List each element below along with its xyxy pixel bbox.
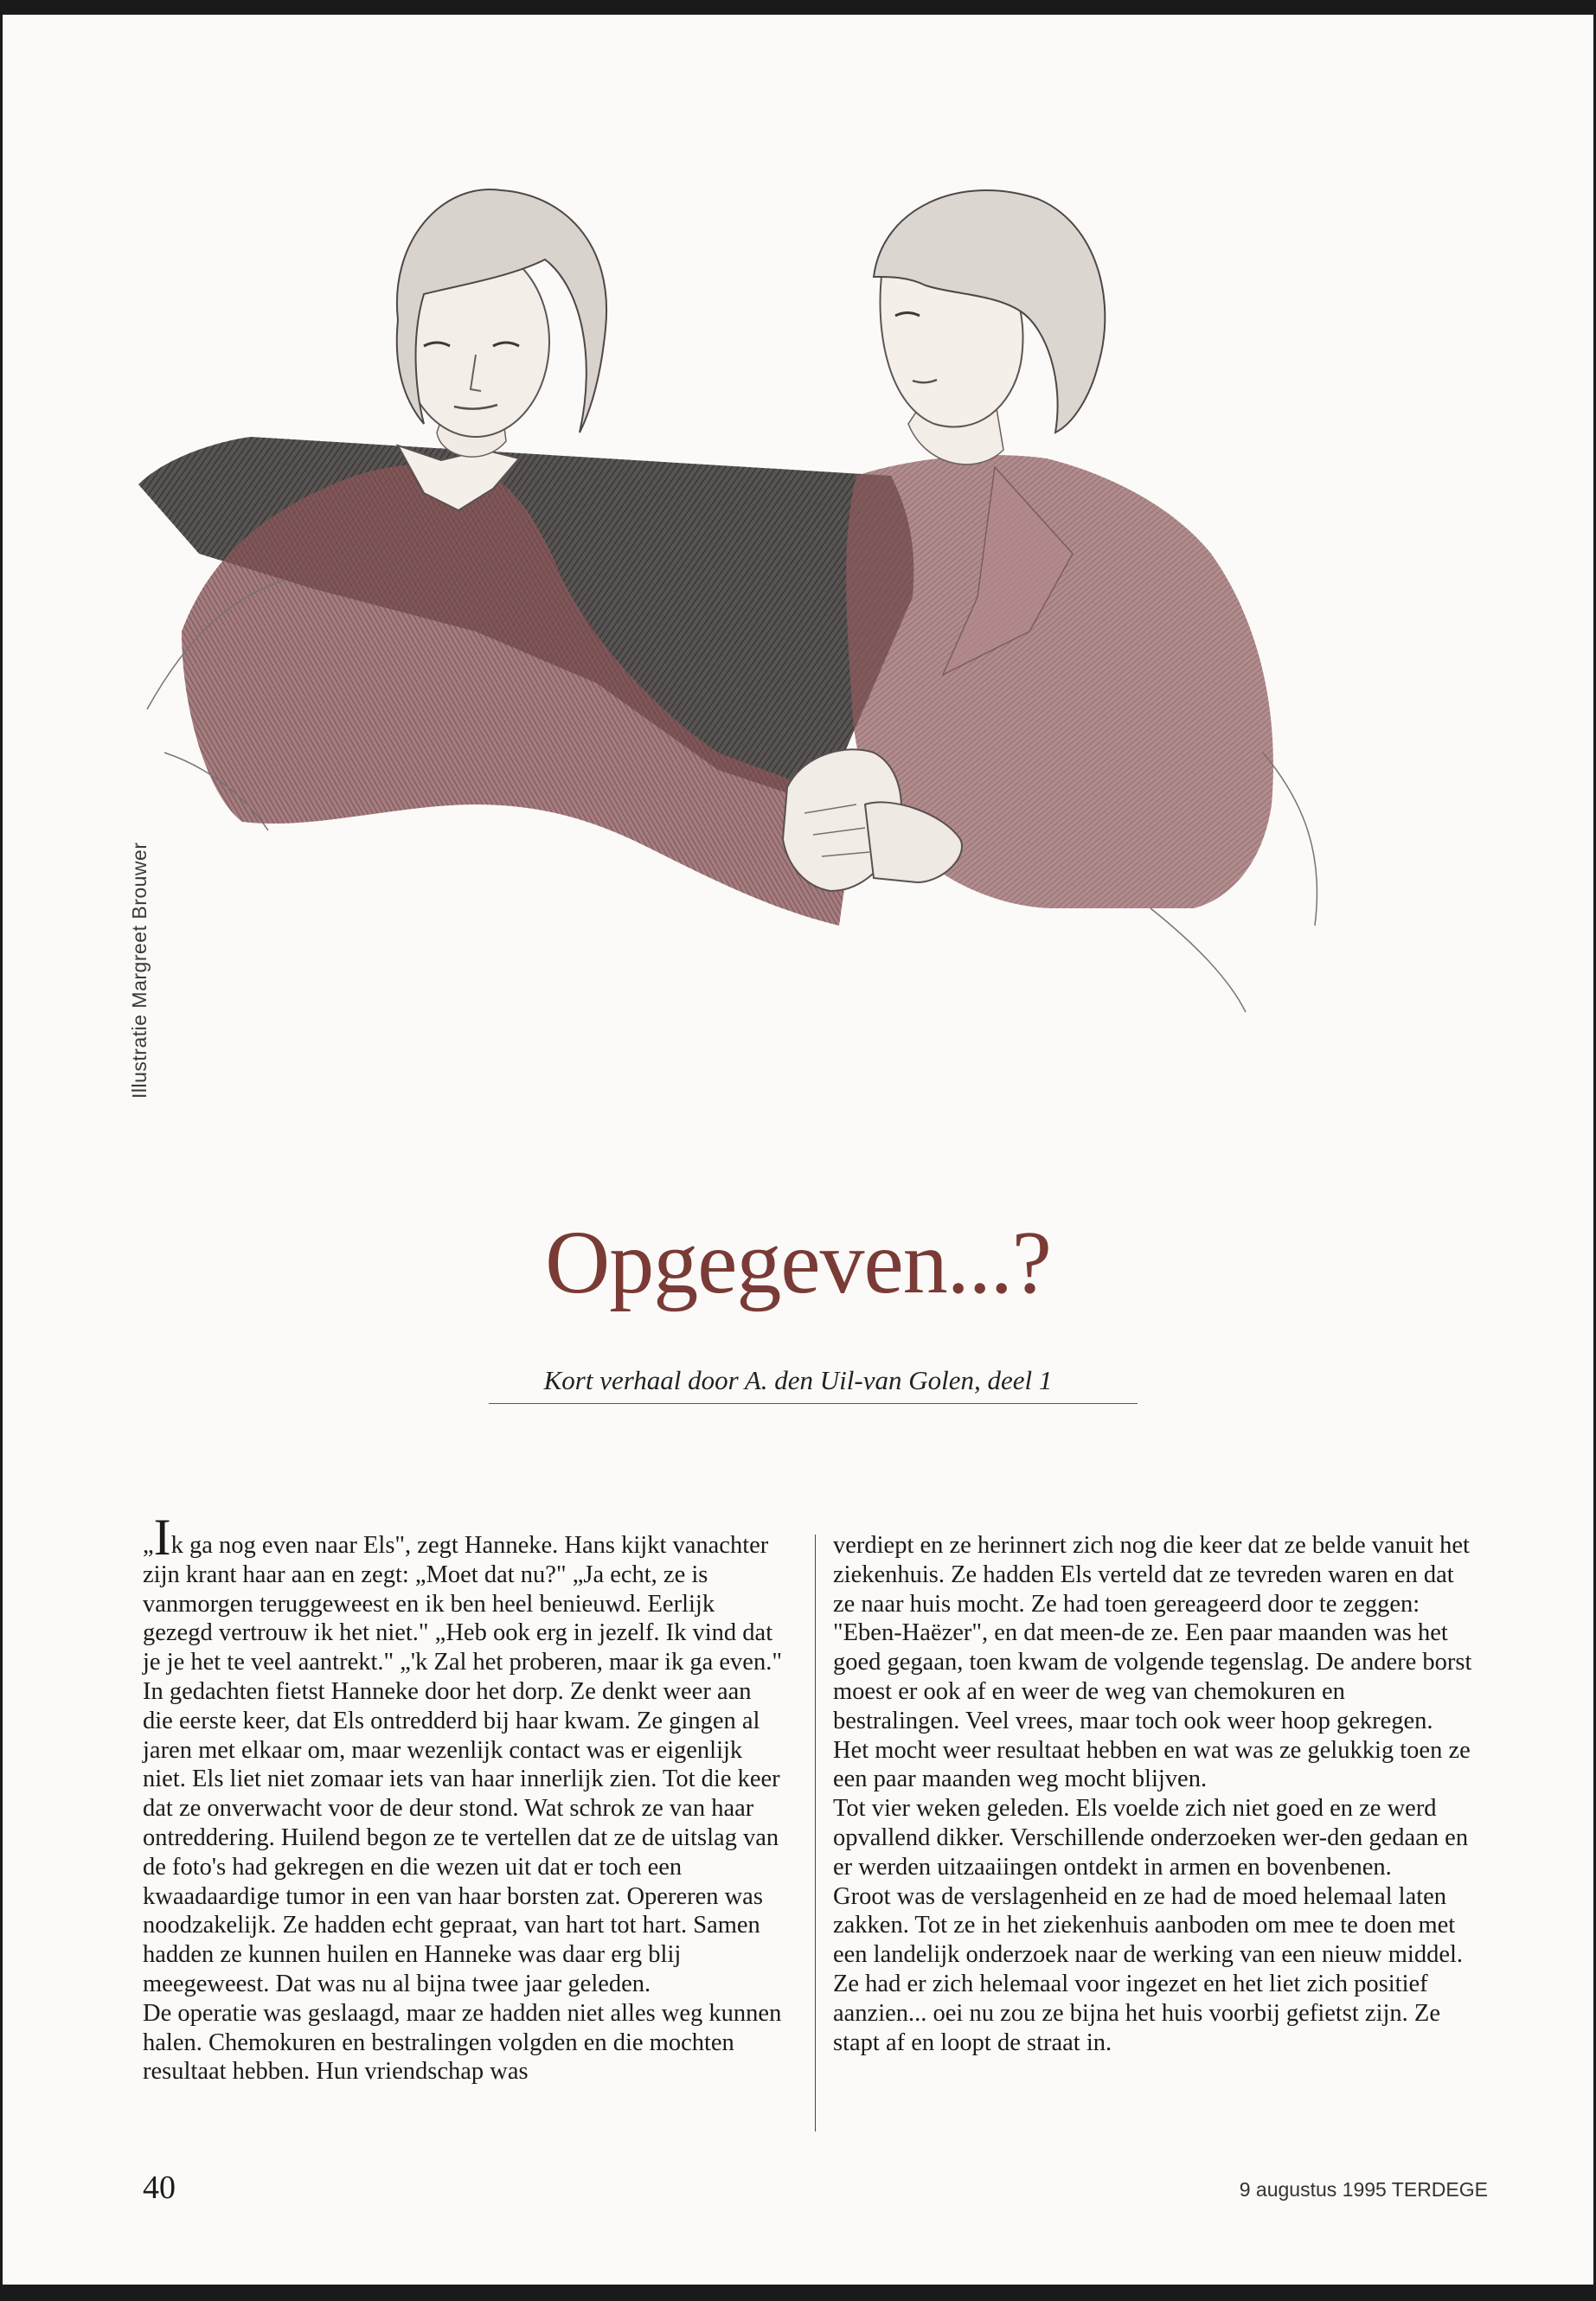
footer-publication-date: 9 augustus 1995 TERDEGE [1239,2178,1488,2201]
illustration-credit: Illustratie Margreet Brouwer [128,842,151,1099]
article-column-right [833,1531,1473,2057]
opening-quote: „ [143,1532,154,1559]
pencil-illustration-two-women [112,147,1497,1073]
column-divider [815,1535,816,2131]
article-column-left [143,1509,783,2086]
paragraph: Tot vier weken geleden. Els voelde zich niet goed en ze werd opvallend dikker. Verschillende onderzoeken wer-den gedaan en er werden uitzaaiingen ontdekt in armen en bovenbenen. [833,1795,1469,1881]
drop-cap: I [153,1509,171,1566]
paragraph [143,1509,783,1999]
right-woman-figure [846,190,1273,908]
article-subtitle: Kort verhaal door A. den Uil-van Golen, deel 1 [543,1365,1053,1395]
paragraph: De operatie was geslaagd, maar ze hadden niet alles weg kunnen halen. Chemokuren en bestralingen volgden en die mochten resultaat hebben. Hun vriendschap was [143,1999,782,2086]
paragraph: Ze had er zich helemaal voor ingezet en het liet zich positief aanzien... oei nu zou ze bijna het huis voorbij gefietst zijn. Ze stapt af en loopt de straat in. [833,1970,1440,2056]
page-number: 40 [143,2170,176,2206]
paragraph-text: k ga nog even naar Els", zegt Hanneke. Hans kijkt vanachter zijn krant haar aan en zegt: „Moet dat nu?" „Ja echt, ze is vanmorgen teruggeweest en ik ben heel benieuwd. Eerlijk gezegd vertrouw ik het niet." „Heb ook erg in jezelf. Ik vind dat je je het te veel aantrekt." „'k Zal het proberen, maar ik ga even." In gedachten fietst Hanneke door het dorp. Ze denkt weer aan die eerste keer, dat Els ontredderd bij haar kwam. Ze gingen al jaren met elkaar om, maar wezenlijk contact was er eigenlijk niet. Els liet niet zomaar iets van haar innerlijk zien. Tot die keer dat ze onverwacht voor de deur stond. Wat schrok ze van haar ontreddering. Huilend begon ze te vertellen dat ze de uitslag van de foto's had gekregen en die wezen uit dat er toch een kwaadaardige tumor in een van haar borsten zat. Opereren was noodzakelijk. Ze hadden echt gepraat, van hart tot hart. Samen hadden ze kunnen huilen en Hanneke was daar erg blij meegeweest. Dat was nu al bijna twee jaar geleden. [143,1532,782,1997]
title-divider [489,1403,1138,1404]
paragraph: Groot was de verslagenheid en ze had de moed helemaal laten zakken. Tot ze in het ziekenhuis aanboden om mee te doen met een landelijk onderzoek naar de werking van een nieuw middel. [833,1882,1464,1969]
scan-top-border [0,0,1596,12]
article-title: Opgegeven...? [545,1213,1051,1312]
paragraph: verdiept en ze herinnert zich nog die keer dat ze belde vanuit het ziekenhuis. Ze hadden Els verteld dat ze tevreden waren en dat ze naar huis mocht. Ze had toen gereageerd door te zeggen: "Eben-Haëzer", en dat meen-de ze. Een paar maanden was het goed gegaan, toen kwam de volgende tegenslag. De andere borst moest er ook af en weer de weg van chemokuren en bestralingen. Veel vrees, maar toch ook weer hoop gekregen. Het mocht weer resultaat hebben en wat was ze gelukkig toen ze een paar maanden weg mocht blijven. [833,1532,1472,1793]
scan-bottom-border [0,2287,1596,2301]
